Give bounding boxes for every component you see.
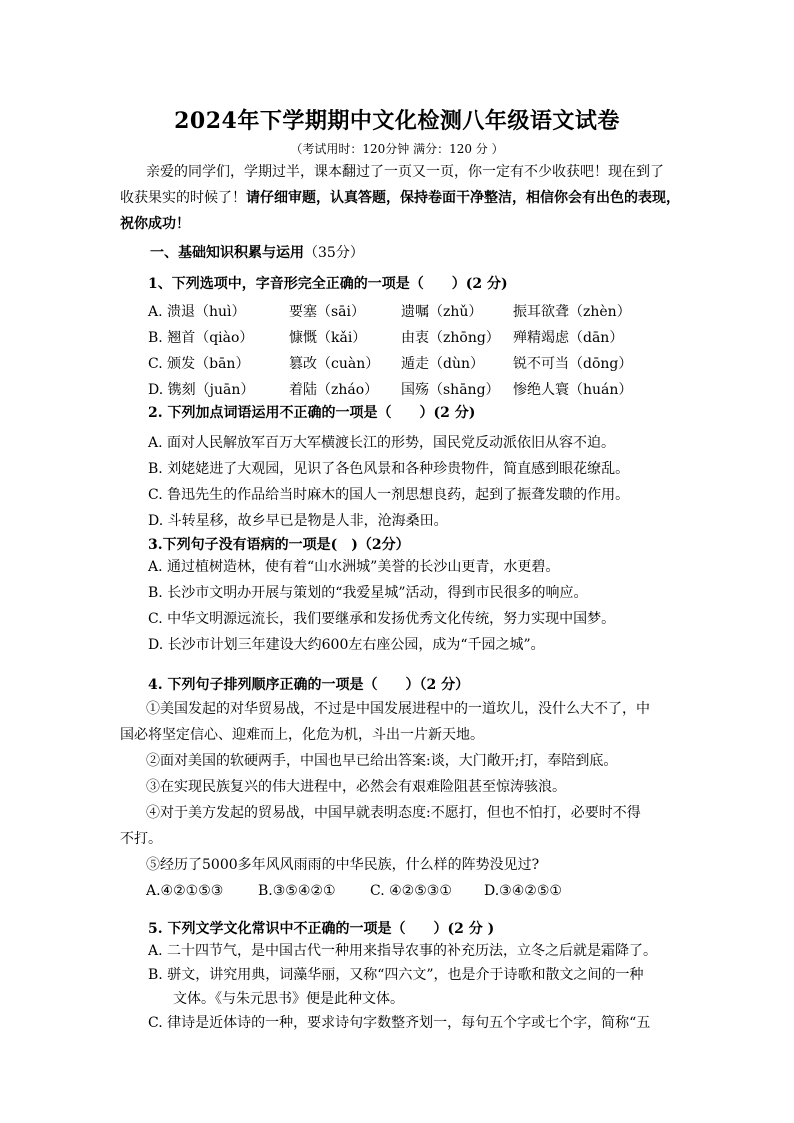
- option-cell: 振耳欲聋（zhèn）: [513, 304, 631, 320]
- option-cell: 殚精竭虑（dān）: [513, 330, 624, 346]
- option-line: 文体。《与朱元思书》便是此种文体。: [173, 991, 404, 1007]
- option-cell: 遗嘱（zhǔ）: [401, 304, 483, 320]
- passage-line: ②面对美国的软硬两手，中国也早已给出答案:谈，大门敞开;打，奉陪到底。: [146, 753, 618, 769]
- passage-line: ①美国发起的对华贸易战，不过是中国发展进程中的一道坎儿，没什么大不了，中: [146, 701, 650, 717]
- intro-line-1: 亲爱的同学们，学期过半，课本翻过了一页又一页，你一定有不少收获吧！现在到了: [146, 164, 664, 180]
- option-cell: 惨绝人寰（huán）: [513, 382, 633, 398]
- option-cell: 遁走（dùn）: [401, 356, 484, 372]
- section-heading: 一、基础知识积累与运用（35分）: [150, 245, 364, 261]
- choice: A.④②①⑤③: [146, 883, 224, 899]
- option-line: A. 通过植树造林，使有着“山水洲城”美誉的长沙山更青，水更碧。: [148, 559, 560, 575]
- option-cell: A. 溃退（huì）: [148, 304, 246, 320]
- passage-line: 不打。: [120, 831, 162, 847]
- option-cell: B. 翘首（qiào）: [148, 330, 254, 346]
- option-line: B. 刘姥姥进了大观园，见识了各色风景和各种珍贵物件，简直感到眼花缭乱。: [148, 461, 630, 477]
- question-4-stem: 4. 下列句子排列顺序正确的一项是（ ）（2 分）: [148, 677, 470, 693]
- option-cell: 着陆（zháo）: [289, 382, 379, 398]
- question-1-stem: 1、下列选项中，字音形完全正确的一项是（ ）(2 分): [148, 276, 508, 292]
- intro-line-3: 祝你成功！: [120, 216, 190, 232]
- option-cell: 由衷（zhōng）: [401, 330, 500, 346]
- question-3-stem: 3.下列句子没有语病的一项是( )（2分）: [148, 537, 410, 553]
- option-line: C. 中华文明源远流长，我们要继承和发扬优秀文化传统，努力实现中国梦。: [148, 611, 616, 627]
- intro-line-2: 收获果实的时候了！请仔细审题，认真答题，保持卷面干净整洁，相信你会有出色的表现，: [120, 190, 680, 206]
- exam-info: （考试用时：120分钟 满分：120 分 ）: [290, 142, 504, 156]
- passage-line: ④对于美方发起的贸易战，中国早就表明态度:不愿打，但也不怕打，必要时不得: [146, 805, 641, 821]
- option-line: B. 骈文，讲究用典，词藻华丽，又称“四六文”，也是介于诗歌和散文之间的一种: [148, 967, 644, 983]
- question-5-stem: 5. 下列文学文化常识中不正确的一项是（ ）(2 分 ): [148, 921, 495, 937]
- question-2-stem: 2. 下列加点词语运用不正确的一项是（ ）(2 分): [148, 405, 476, 421]
- option-cell: 慷慨（kǎi）: [289, 330, 367, 346]
- option-cell: 要塞（sāi）: [289, 304, 366, 320]
- choice: B.③⑤④②①: [258, 883, 336, 899]
- option-line: C. 鲁迅先生的作品给当时麻木的国人一剂思想良药，起到了振聋发聩的作用。: [148, 487, 630, 503]
- option-line: A. 二十四节气，是中国古代一种用来指导农事的补充历法，立冬之后就是霜降了。: [148, 943, 658, 959]
- page-title: 2024年下学期期中文化检测八年级语文试卷: [174, 108, 620, 134]
- passage-line: 国必将坚定信心、迎难而上，化危为机，斗出一片新天地。: [120, 727, 484, 743]
- option-line: A. 面对人民解放军百万大军横渡长江的形势，国民党反动派依旧从容不迫。: [148, 435, 616, 451]
- choice: C. ④②⑤③①: [370, 883, 452, 899]
- passage-line: ⑤经历了5000多年风风雨雨的中华民族，什么样的阵势没见过?: [146, 857, 540, 873]
- passage-line: ③在实现民族复兴的伟大进程中，必然会有艰难险阻甚至惊涛骇浪。: [146, 779, 566, 795]
- option-line: B. 长沙市文明办开展与策划的“我爱星城”活动，得到市民很多的响应。: [148, 585, 588, 601]
- option-cell: 国殇（shāng）: [401, 382, 500, 398]
- option-line: D. 斗转星移，故乡早已是物是人非，沧海桑田。: [148, 513, 448, 529]
- option-line: C. 律诗是近体诗的一种，要求诗句字数整齐划一，每句五个字或七个字，简称“五: [148, 1015, 651, 1031]
- choice: D.③④②⑤①: [484, 883, 562, 899]
- option-line: D. 长沙市计划三年建设大约600左右座公园，成为“千园之城”。: [148, 637, 545, 653]
- option-cell: C. 颁发（bān）: [148, 356, 250, 372]
- option-cell: 锐不可当（dōng）: [513, 356, 633, 372]
- option-cell: 篡改（cuàn）: [289, 356, 380, 372]
- option-cell: D. 镌刻（juān）: [148, 382, 255, 398]
